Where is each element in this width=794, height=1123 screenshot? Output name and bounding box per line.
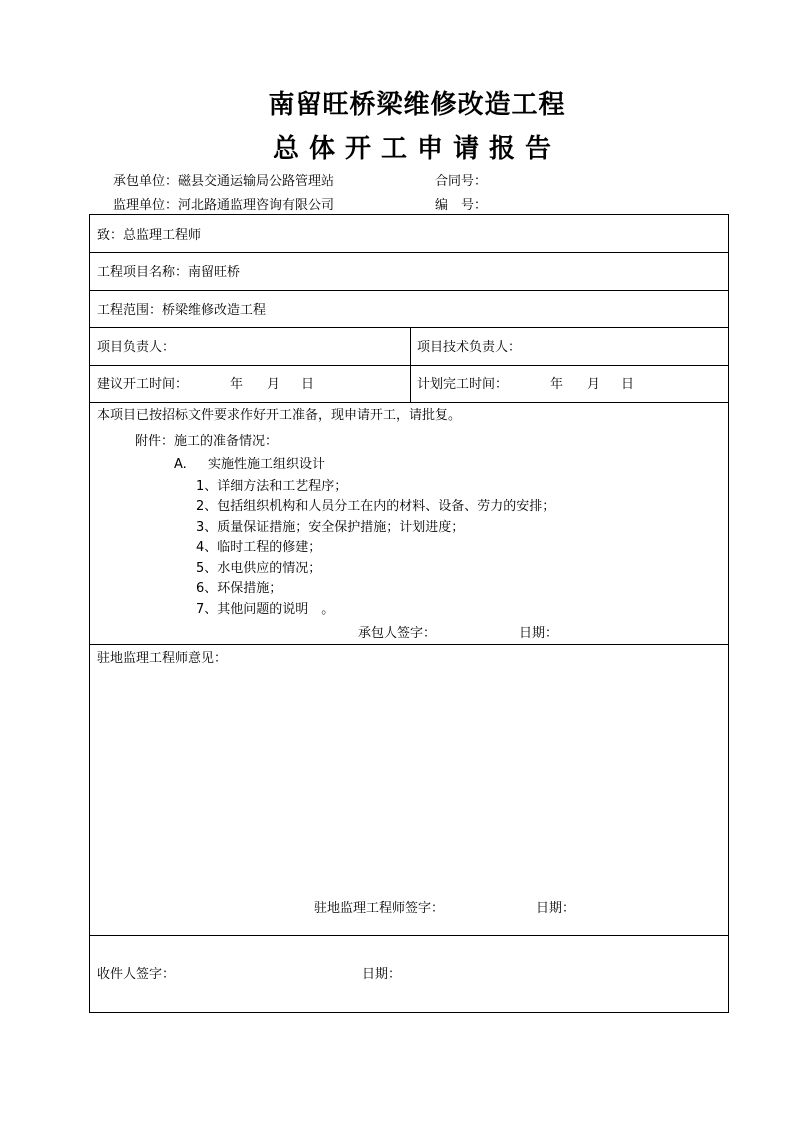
proposed-start-month: 月	[267, 377, 281, 392]
engineer-date-label: 日期：	[536, 901, 576, 916]
tech-manager-label: 项目技术负责人：	[417, 340, 522, 355]
attachment-item: 3、质量保证措施；安全保护措施；计划进度；	[196, 520, 465, 535]
attachment-title: 附件：施工的准备情况：	[135, 434, 279, 449]
proposed-start-day: 日	[301, 377, 315, 392]
receiver-date-label: 日期：	[362, 967, 402, 982]
row-divider	[90, 365, 728, 366]
row-divider	[90, 402, 728, 403]
proposed-start-label: 建议开工时间：	[97, 377, 189, 392]
row-divider	[90, 252, 728, 253]
serial-no-label: 编 号：	[435, 198, 488, 213]
attachment-item: 6、环保措施；	[196, 581, 283, 596]
project-scope: 工程范围：桥梁维修改造工程	[97, 303, 267, 318]
attachment-item: 2、包括组织机构和人员分工在内的材料、设备、劳力的安排；	[196, 499, 556, 514]
attachment-item: 5、水电供应的情况；	[196, 561, 322, 576]
attachment-item: 4、临时工程的修建；	[196, 540, 322, 555]
column-divider	[410, 327, 411, 402]
attachment-item: 1、详细方法和工艺程序；	[196, 479, 348, 494]
application-form-table	[89, 214, 729, 1013]
supervisor-field	[113, 198, 334, 214]
engineer-signature-label: 驻地监理工程师签字：	[314, 901, 445, 916]
document-subtitle: 总体开工申请报告	[272, 134, 561, 164]
row-divider	[90, 327, 728, 328]
attachment-a-marker: A.	[174, 457, 187, 472]
contractor-date-label: 日期：	[519, 626, 559, 641]
project-name: 工程项目名称：南留旺桥	[97, 265, 241, 280]
row-divider	[90, 290, 728, 291]
contractor-signature-label: 承包人签字：	[358, 626, 437, 641]
attachment-a-text: 实施性施工组织设计	[208, 457, 326, 472]
contractor-value: 磁县交通运输局公路管理站	[178, 174, 335, 189]
contract-no-label: 合同号：	[435, 174, 488, 189]
document-title: 南留旺桥梁维修改造工程	[268, 90, 566, 120]
receiver-signature-label: 收件人签字：	[97, 967, 176, 982]
planned-finish-day: 日	[621, 377, 635, 392]
row-divider	[90, 644, 728, 645]
application-statement: 本项目已按招标文件要求作好开工准备，现申请开工，请批复。	[97, 408, 462, 423]
project-manager-label: 项目负责人：	[97, 340, 176, 355]
proposed-start-year: 年	[230, 377, 244, 392]
planned-finish-year: 年	[550, 377, 564, 392]
supervisor-label: 监理单位：	[113, 198, 179, 213]
contractor-label: 承包单位：	[113, 174, 179, 189]
addressee: 致：总监理工程师	[97, 228, 202, 243]
planned-finish-month: 月	[587, 377, 601, 392]
engineer-opinion-label: 驻地监理工程师意见：	[97, 651, 228, 666]
row-divider	[90, 935, 728, 936]
planned-finish-label: 计划完工时间：	[417, 377, 509, 392]
supervisor-value: 河北路通监理咨询有限公司	[178, 198, 335, 213]
attachment-item: 7、其他问题的说明 。	[196, 602, 335, 617]
contractor-field	[113, 174, 334, 190]
